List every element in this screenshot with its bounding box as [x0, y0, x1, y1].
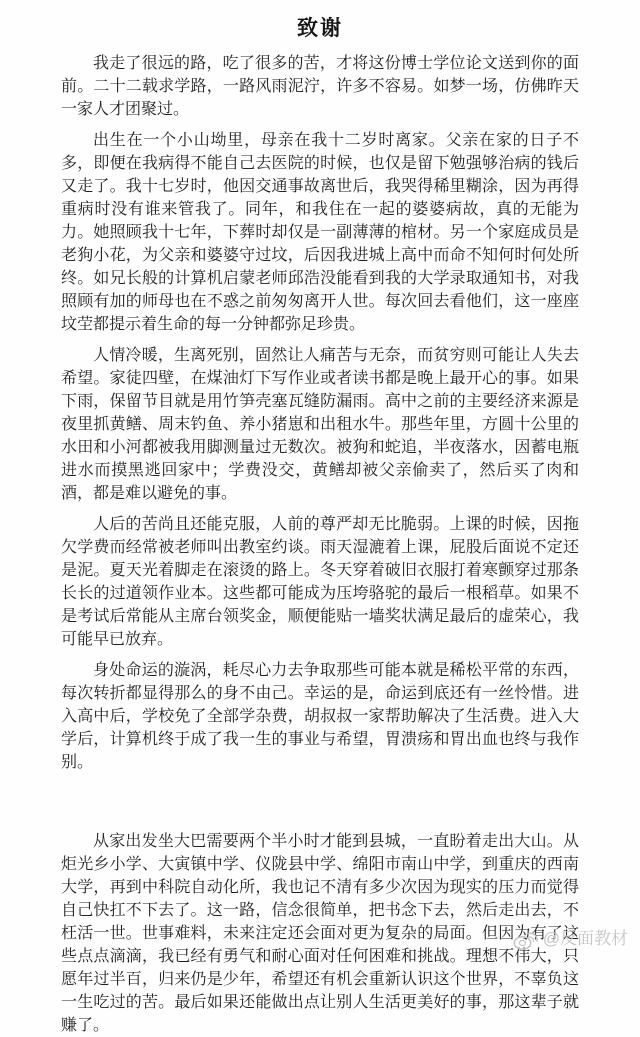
- page-title: 致谢: [297, 17, 343, 40]
- paragraph-journey: 从家出发坐大巴需要两个半小时才能到县城，一直盼着走出大山。从炬光乡小学、大寅镇中学、仪陇县中学、绵阳市南山中学，到重庆的西南大学，再到中科院自动化所，我也记不清有多少次因为现实的压力而觉得自己快扛不下去了。这一路，信念很简单，把书念下去，然后走出去，不枉活一世。世事难料，未来注定还会面对更为复杂的局面。但因为有了这些点点滴滴，我已经有勇气和耐心面对任何困难和挑战。理想不伟大，只愿年过半百，归来仍是少年，希望还有机会重新认识这个世界，不辜负这一生吃过的苦。最后如果还能做出点让别人生活更美好的事，那这辈子就赚了。: [61, 833, 579, 1034]
- watermark: [512, 927, 628, 951]
- paragraph-poverty: 人情冷暖，生离死别，固然让人痛苦与无奈，而贫穷则可能让人失去希望。家徒四壁，在煤油灯下写作业或者读书都是晚上最开心的事。如果下雨，保留节目就是用竹笋壳塞瓦缝防漏雨。高中之前的主要经济来源是夜里抓黄鳝、周末钓鱼、养小猪崽和出租水牛。那些年里，方圆十公里的水田和小河都被我用脚测量过无数次。被狗和蛇追，半夜落水，因蓄电瓶进水而摸黑逃回家中；学费没交，黄鳝却被父亲偷卖了，然后买了肉和酒，都是难以避免的事。: [61, 347, 579, 502]
- paragraph-family: 出生在一个小山坳里，母亲在我十二岁时离家。父亲在家的日子不多，即便在我病得不能自己去医院的时候，也仅是留下勉强够治病的钱后又走了。我十七岁时，他因交通事故离世后，我哭得稀里糊涂，因为再得重病时没有谁来管我了。同年，和我住在一起的婆婆病故，真的无能为力。她照顾我十七年，下葬时却仅是一副薄薄的棺材。另一个家庭成员是老狗小花，为父亲和婆婆守过坟，后因我进城上高中而命不知何时何处所终。如兄长般的计算机启蒙老师邱浩没能看到我的大学录取通知书，对我照顾有加的师母也在不惑之前匆匆离开人世。每次回去看他们，这一座座坟茔都提示着生命的每一分钟都弥足珍贵。: [61, 132, 579, 333]
- watermark-handle: @反面教材: [542, 929, 628, 948]
- paragraph-fortune: 身处命运的漩涡，耗尽心力去争取那些可能本就是稀松平常的东西，每次转折都显得那么的身不由己。幸运的是，命运到底还有一丝怜惜。进入高中后，学校免了全部学杂费，胡叔叔一家帮助解决了生活费。进入大学后，计算机终于成了我一生的事业与希望，胃溃疡和胃出血也终与我作别。: [61, 662, 579, 771]
- document-body: [61, 52, 579, 1037]
- paragraph-dignity: 人后的苦尚且还能克服，人前的尊严却无比脆弱。上课的时候，因拖欠学费而经常被老师叫出教室约谈。雨天湿漉着上课，屁股后面说不定还是泥。夏天光着脚走在滚烫的路上。冬天穿着破旧衣服打着寒颤穿过那条长长的过道领作业本。这些都可能成为压垮骆驼的最后一根稻草。如果不是考试后常能从主席台领奖金，顺便能贴一墙奖状满足最后的虚荣心，我可能早已放弃。: [61, 516, 579, 648]
- paragraph-intro: 我走了很远的路，吃了很多的苦，才将这份博士学位论文送到你的面前。二十二载求学路，一路风雨泥泞，许多不容易。如梦一场，仿佛昨天一家人才团聚过。: [61, 55, 579, 118]
- weibo-icon: [512, 928, 539, 951]
